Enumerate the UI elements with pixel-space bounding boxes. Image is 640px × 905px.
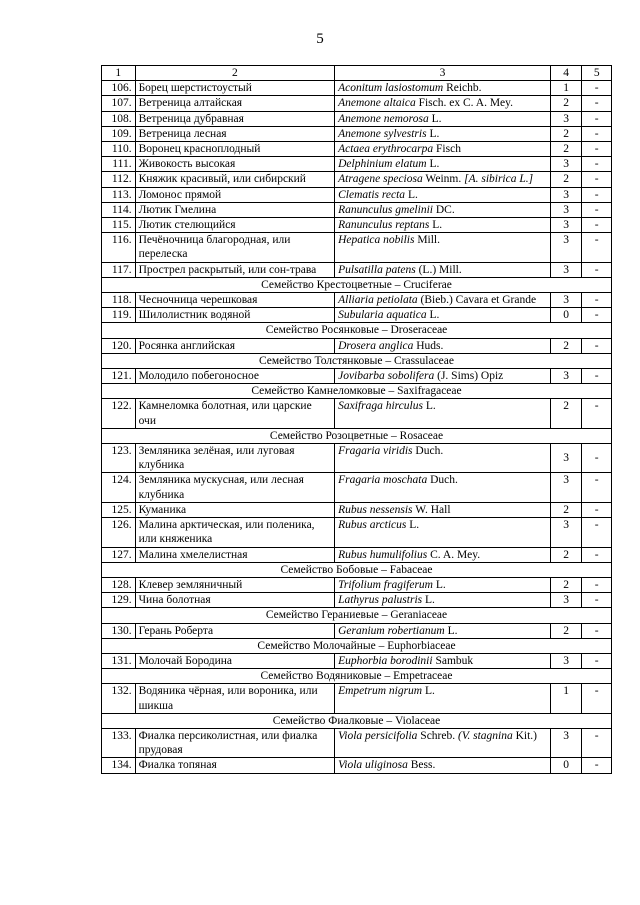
- status-value: -: [582, 172, 612, 187]
- status-value: -: [582, 369, 612, 384]
- latin-name: [335, 142, 551, 157]
- latin-name-author-part: DC.: [432, 203, 455, 216]
- latin-name-italic-part: [A. sibirica L.]: [464, 173, 534, 186]
- family-name: Семейство Розоцветные – Rosaceae: [102, 428, 612, 443]
- family-header-row: [102, 384, 612, 399]
- family-header-row: [102, 669, 612, 684]
- latin-name: [335, 684, 551, 713]
- latin-name: [335, 547, 551, 562]
- species-table: [101, 65, 612, 774]
- family-name: Семейство Гераниевые – Geraniaceae: [102, 608, 612, 623]
- russian-name: Фиалка персиколистная, или фиалка прудовая: [135, 728, 335, 757]
- latin-name-italic-part: Anemone sylvestris: [338, 127, 427, 140]
- russian-name: Чесночница черешковая: [135, 293, 335, 308]
- species-row: [102, 758, 612, 773]
- category-value: 2: [550, 577, 582, 592]
- family-name: Семейство Фиалковые – Violaceae: [102, 713, 612, 728]
- russian-name: Молодило побегоносное: [135, 369, 335, 384]
- russian-name: Малина хмелелистная: [135, 547, 335, 562]
- latin-name: [335, 218, 551, 233]
- latin-name-author-part: L.: [422, 594, 435, 607]
- russian-name: Клевер земляничный: [135, 577, 335, 592]
- status-value: -: [582, 684, 612, 713]
- russian-name: Ветреница алтайская: [135, 96, 335, 111]
- latin-name: [335, 593, 551, 608]
- latin-name-author-part: L.: [428, 112, 442, 125]
- latin-name-italic-part: Fragaria moschata: [338, 474, 428, 487]
- latin-name-author-part: L.: [426, 127, 440, 140]
- category-value: 3: [550, 293, 582, 308]
- latin-name: [335, 728, 551, 757]
- status-value: -: [582, 157, 612, 172]
- row-number: 111.: [102, 157, 136, 172]
- species-row: [102, 623, 612, 638]
- category-value: 2: [550, 502, 582, 517]
- latin-name-italic-part: Rubus humulifolius: [338, 548, 428, 561]
- latin-name-author-part: W. Hall: [412, 503, 451, 516]
- russian-name: Живокость высокая: [135, 157, 335, 172]
- status-value: -: [582, 202, 612, 217]
- russian-name: Водяника чёрная, или вороника, или шикша: [135, 684, 335, 713]
- status-value: -: [582, 547, 612, 562]
- family-header-row: [102, 562, 612, 577]
- row-number: 127.: [102, 547, 136, 562]
- latin-name-author-part: Huds.: [413, 339, 444, 352]
- latin-name-italic-part: Anemone altaica: [338, 97, 416, 110]
- species-row: [102, 202, 612, 217]
- status-value: -: [582, 518, 612, 547]
- latin-name-italic-part: Empetrum nigrum: [338, 685, 423, 698]
- russian-name: Ломонос прямой: [135, 187, 335, 202]
- category-value: 0: [550, 308, 582, 323]
- category-value: 3: [550, 728, 582, 757]
- latin-name-italic-part: Anemone nemorosa: [338, 112, 429, 125]
- species-row: [102, 653, 612, 668]
- russian-name: Борец шерстистоустый: [135, 81, 335, 96]
- latin-name-author-part: Duch.: [412, 445, 444, 458]
- status-value: -: [582, 308, 612, 323]
- latin-name-author-part: Fisch: [433, 143, 461, 156]
- latin-name-author-part: C. A. Mey.: [427, 548, 481, 561]
- row-number: 133.: [102, 728, 136, 757]
- russian-name: Росянка английская: [135, 338, 335, 353]
- row-number: 128.: [102, 577, 136, 592]
- russian-name: Воронец красноплодный: [135, 142, 335, 157]
- header-col-2: 2: [135, 66, 335, 81]
- header-col-5: 5: [582, 66, 612, 81]
- species-row: [102, 218, 612, 233]
- latin-name: [335, 96, 551, 111]
- family-name: Семейство Росянковые – Droseraceae: [102, 323, 612, 338]
- category-value: 3: [550, 593, 582, 608]
- page-number: 5: [316, 31, 324, 47]
- row-number: 117.: [102, 262, 136, 277]
- category-value: 2: [550, 399, 582, 428]
- status-value: -: [582, 593, 612, 608]
- row-number: 107.: [102, 96, 136, 111]
- latin-name-italic-part: Aconitum lasiostomum: [338, 82, 444, 95]
- russian-name: Прострел раскрытый, или сон-трава: [135, 262, 335, 277]
- latin-name-author-part: Duch.: [427, 474, 458, 487]
- species-row: [102, 142, 612, 157]
- species-row: [102, 684, 612, 713]
- family-name: Семейство Бобовые – Fabaceae: [102, 562, 612, 577]
- latin-name: [335, 187, 551, 202]
- latin-name-author-part: (J. Sims) Opiz: [434, 370, 504, 383]
- row-number: 113.: [102, 187, 136, 202]
- species-row: [102, 399, 612, 428]
- row-number: 120.: [102, 338, 136, 353]
- category-value: 1: [550, 81, 582, 96]
- species-row: [102, 473, 612, 502]
- category-value: 2: [550, 338, 582, 353]
- header-col-4: 4: [550, 66, 582, 81]
- latin-name: [335, 473, 551, 502]
- species-row: [102, 126, 612, 141]
- status-value: -: [582, 473, 612, 502]
- status-value: -: [582, 111, 612, 126]
- species-row: [102, 728, 612, 757]
- status-value: -: [582, 233, 612, 262]
- status-value: -: [582, 577, 612, 592]
- row-number: 106.: [102, 81, 136, 96]
- latin-name-italic-part: Euphorbia borodinii: [338, 654, 433, 667]
- latin-name: [335, 172, 551, 187]
- header-col-1: 1: [102, 66, 136, 81]
- latin-name-italic-part: Fragaria viridis: [338, 445, 413, 458]
- species-table-body: [102, 66, 612, 774]
- header-col-3: 3: [335, 66, 551, 81]
- latin-name-italic-part: Lathyrus palustris: [338, 594, 423, 607]
- russian-name: Печёночница благородная, или перелеска: [135, 233, 335, 262]
- latin-name: [335, 233, 551, 262]
- latin-name-italic-part: Atragene speciosa: [338, 173, 423, 186]
- category-value: 2: [550, 172, 582, 187]
- row-number: 131.: [102, 653, 136, 668]
- latin-name-author-part: Mill.: [414, 234, 440, 247]
- row-number: 109.: [102, 126, 136, 141]
- species-row: [102, 111, 612, 126]
- russian-name: Земляника зелёная, или луговая клубника: [135, 444, 335, 473]
- row-number: 130.: [102, 623, 136, 638]
- russian-name: Ветреница дубравная: [135, 111, 335, 126]
- category-value: 2: [550, 96, 582, 111]
- row-number: 125.: [102, 502, 136, 517]
- latin-name-italic-part: Saxifraga hirculus: [338, 400, 423, 413]
- status-value: -: [582, 262, 612, 277]
- species-row: [102, 187, 612, 202]
- latin-name: [335, 157, 551, 172]
- latin-name: [335, 518, 551, 547]
- latin-name-italic-part: Alliaria petiolata: [338, 294, 418, 307]
- species-row: [102, 293, 612, 308]
- category-value: 3: [550, 111, 582, 126]
- species-row: [102, 172, 612, 187]
- latin-name: [335, 758, 551, 773]
- species-row: [102, 81, 612, 96]
- species-row: [102, 157, 612, 172]
- category-value: 3: [550, 157, 582, 172]
- row-number: 114.: [102, 202, 136, 217]
- latin-name-author-part: Sambuk: [432, 654, 474, 667]
- family-header-row: [102, 277, 612, 292]
- species-row: [102, 96, 612, 111]
- russian-name: Фиалка топяная: [135, 758, 335, 773]
- latin-name: [335, 308, 551, 323]
- status-value: -: [582, 502, 612, 517]
- species-row: [102, 233, 612, 262]
- category-value: 2: [550, 142, 582, 157]
- category-value: 3: [550, 369, 582, 384]
- category-value: 3: [550, 262, 582, 277]
- latin-name-author-part: (Bieb.) Cavara et Grande: [417, 294, 537, 307]
- family-header-row: [102, 638, 612, 653]
- latin-name: [335, 502, 551, 517]
- latin-name-author-part: Schreb.: [417, 729, 458, 742]
- latin-name-author-part: L.: [426, 158, 440, 171]
- row-number: 124.: [102, 473, 136, 502]
- latin-name-italic-part: Actaea erythrocarpa: [338, 143, 434, 156]
- category-value: 3: [550, 653, 582, 668]
- latin-name-author-part: L.: [426, 309, 440, 322]
- latin-name-italic-part: (V. stagnina: [457, 729, 513, 742]
- latin-name: [335, 81, 551, 96]
- category-value: 2: [550, 547, 582, 562]
- latin-name-author-part: Bess.: [407, 759, 436, 772]
- latin-name: [335, 623, 551, 638]
- latin-name-italic-part: Rubus arcticus: [338, 519, 407, 532]
- latin-name-author-part: L.: [422, 685, 435, 698]
- latin-name-author-part: L.: [444, 624, 458, 637]
- family-name: Семейство Камнеломковые – Saxifragaceae: [102, 384, 612, 399]
- latin-name-author-part: L.: [429, 219, 443, 232]
- latin-name-author-part: L.: [406, 519, 420, 532]
- species-row: [102, 502, 612, 517]
- species-row: [102, 593, 612, 608]
- status-value: -: [582, 187, 612, 202]
- category-value: 3: [550, 444, 582, 473]
- row-number: 118.: [102, 293, 136, 308]
- latin-name-author-part: Reichb.: [443, 82, 482, 95]
- latin-name: [335, 338, 551, 353]
- latin-name-italic-part: Delphinium elatum: [338, 158, 427, 171]
- latin-name-italic-part: Subularia aquatica: [338, 309, 427, 322]
- species-row: [102, 518, 612, 547]
- species-row: [102, 338, 612, 353]
- latin-name-italic-part: Pulsatilla patens: [338, 263, 416, 276]
- latin-name-author-part: (L.) Mill.: [415, 263, 462, 276]
- status-value: -: [582, 293, 612, 308]
- status-value: -: [582, 142, 612, 157]
- row-number: 112.: [102, 172, 136, 187]
- status-value: -: [582, 399, 612, 428]
- latin-name-italic-part: Ranunculus reptans: [338, 219, 430, 232]
- russian-name: Княжик красивый, или сибирский: [135, 172, 335, 187]
- latin-name-author-part: L.: [433, 578, 446, 591]
- status-value: -: [582, 728, 612, 757]
- russian-name: Камнеломка болотная, или царские очи: [135, 399, 335, 428]
- row-number: 110.: [102, 142, 136, 157]
- category-value: 1: [550, 684, 582, 713]
- row-number: 122.: [102, 399, 136, 428]
- family-name: Семейство Водяниковые – Empetraceae: [102, 669, 612, 684]
- row-number: 134.: [102, 758, 136, 773]
- row-number: 115.: [102, 218, 136, 233]
- latin-name: [335, 399, 551, 428]
- latin-name: [335, 262, 551, 277]
- category-value: 3: [550, 518, 582, 547]
- row-number: 126.: [102, 518, 136, 547]
- status-value: -: [582, 653, 612, 668]
- row-number: 108.: [102, 111, 136, 126]
- row-number: 119.: [102, 308, 136, 323]
- russian-name: Земляника мускусная, или лесная клубника: [135, 473, 335, 502]
- family-header-row: [102, 353, 612, 368]
- category-value: 3: [550, 473, 582, 502]
- latin-name: [335, 444, 551, 473]
- russian-name: Лютик Гмелина: [135, 202, 335, 217]
- latin-name-italic-part: Rubus nessensis: [338, 503, 413, 516]
- russian-name: Чина болотная: [135, 593, 335, 608]
- latin-name: [335, 577, 551, 592]
- latin-name-italic-part: Viola persicifolia: [338, 729, 418, 742]
- status-value: -: [582, 623, 612, 638]
- latin-name-italic-part: Geranium robertianum: [338, 624, 445, 637]
- russian-name: Лютик стелющийся: [135, 218, 335, 233]
- status-value: -: [582, 758, 612, 773]
- row-number: 132.: [102, 684, 136, 713]
- status-value: -: [582, 338, 612, 353]
- category-value: 2: [550, 126, 582, 141]
- row-number: 116.: [102, 233, 136, 262]
- latin-name-italic-part: Trifolium fragiferum: [338, 578, 433, 591]
- latin-name-author-part: Weinm.: [422, 173, 465, 186]
- latin-name-italic-part: Clematis recta: [338, 188, 406, 201]
- russian-name: Куманика: [135, 502, 335, 517]
- latin-name-author-part: L.: [405, 188, 418, 201]
- latin-name: [335, 202, 551, 217]
- latin-name-author-part: Kit.): [512, 729, 538, 742]
- russian-name: Ветреница лесная: [135, 126, 335, 141]
- russian-name: Молочай Бородина: [135, 653, 335, 668]
- russian-name: Герань Роберта: [135, 623, 335, 638]
- latin-name-author-part: Fisch. ex C. A. Mey.: [415, 97, 514, 110]
- latin-name-author-part: L.: [422, 400, 436, 413]
- table-header-row: [102, 66, 612, 81]
- family-name: Семейство Молочайные – Euphorbiaceae: [102, 638, 612, 653]
- family-name: Семейство Толстянковые – Crassulaceae: [102, 353, 612, 368]
- category-value: 3: [550, 187, 582, 202]
- latin-name: [335, 126, 551, 141]
- family-header-row: [102, 323, 612, 338]
- latin-name-italic-part: Drosera anglica: [338, 339, 414, 352]
- category-value: 0: [550, 758, 582, 773]
- status-value: -: [582, 126, 612, 141]
- status-value: -: [582, 444, 612, 473]
- species-row: [102, 444, 612, 473]
- status-value: -: [582, 81, 612, 96]
- latin-name-italic-part: Ranunculus gmelinii: [338, 203, 433, 216]
- latin-name-italic-part: Hepatica nobilis: [338, 234, 415, 247]
- family-header-row: [102, 428, 612, 443]
- family-header-row: [102, 713, 612, 728]
- species-row: [102, 547, 612, 562]
- species-row: [102, 308, 612, 323]
- latin-name: [335, 111, 551, 126]
- species-row: [102, 262, 612, 277]
- status-value: -: [582, 218, 612, 233]
- row-number: 121.: [102, 369, 136, 384]
- category-value: 2: [550, 623, 582, 638]
- category-value: 3: [550, 202, 582, 217]
- russian-name: Малина арктическая, или поленика, или княженика: [135, 518, 335, 547]
- category-value: 3: [550, 233, 582, 262]
- family-name: Семейство Крестоцветные – Cruciferae: [102, 277, 612, 292]
- category-value: 3: [550, 218, 582, 233]
- row-number: 129.: [102, 593, 136, 608]
- status-value: -: [582, 96, 612, 111]
- latin-name: [335, 293, 551, 308]
- species-row: [102, 577, 612, 592]
- row-number: 123.: [102, 444, 136, 473]
- latin-name-italic-part: Viola uliginosa: [338, 759, 408, 772]
- latin-name-italic-part: Jovibarba sobolifera: [338, 370, 435, 383]
- latin-name: [335, 369, 551, 384]
- species-row: [102, 369, 612, 384]
- latin-name: [335, 653, 551, 668]
- russian-name: Шилолистник водяной: [135, 308, 335, 323]
- family-header-row: [102, 608, 612, 623]
